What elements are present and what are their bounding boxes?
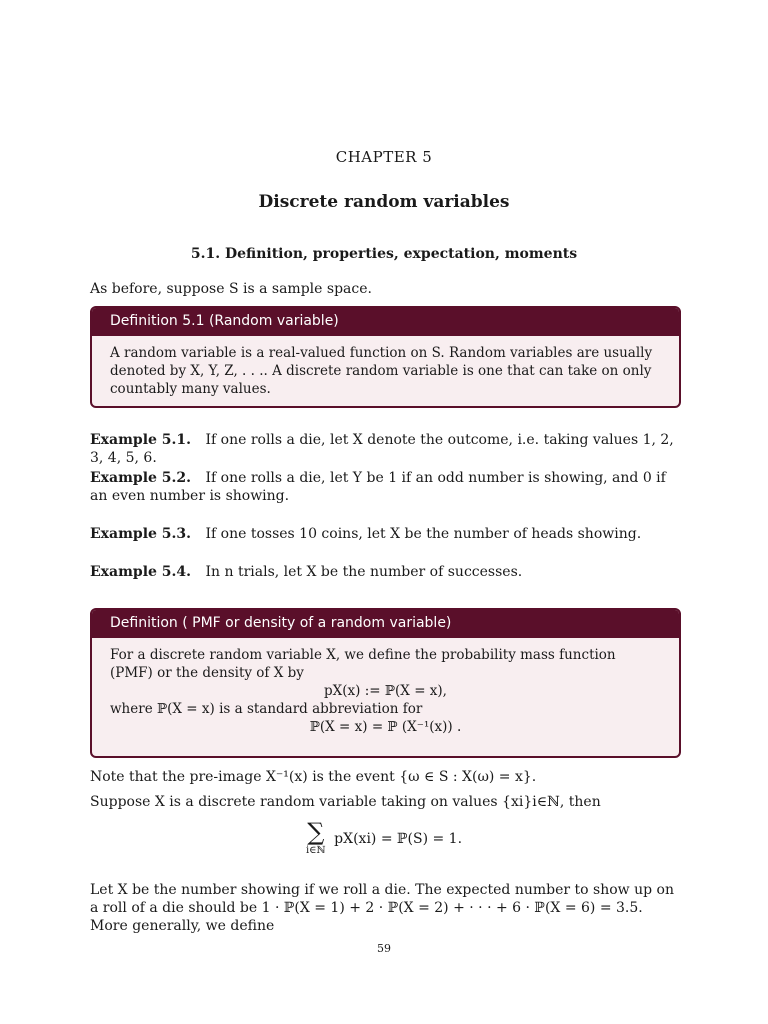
example-label: Example 5.4. bbox=[90, 564, 192, 580]
example-text: If one rolls a die, let X denote the outcome, i.e. taking values 1, 2, 3, 4, 5, 6. bbox=[90, 432, 674, 466]
sum-symbol: ∑ i∈ℕ bbox=[305, 818, 326, 856]
example-5-1 bbox=[90, 431, 678, 467]
intro-paragraph: As before, suppose S is a sample space. bbox=[90, 281, 372, 297]
preimage-formula: ℙ(X = x) = ℙ (X⁻¹(x)) . bbox=[309, 719, 462, 735]
definition-body: A random variable is a real-valued function on S. Random variables are usually denoted by X, Y, Z, . . .. A discrete random variable is one that can take on only countably many values. bbox=[110, 345, 653, 397]
example-5-2 bbox=[90, 469, 678, 505]
definition-title: Definition ( PMF or density of a random variable) bbox=[92, 610, 679, 638]
closing-paragraph: Let X be the number showing if we roll a die. The expected number to show up on a roll of a die should be 1 · ℙ(X = 1) + 2 · ℙ(X = 2) + · · · + 6 · ℙ(X = 6) = 3.5. More generally, we define bbox=[90, 882, 674, 934]
definition-line: where ℙ(X = x) is a standard abbreviation for bbox=[110, 701, 423, 717]
pmf-formula: pX(x) := ℙ(X = x), bbox=[324, 683, 447, 699]
example-label: Example 5.2. bbox=[90, 470, 192, 486]
definition-body bbox=[92, 638, 679, 744]
section-heading: 5.1. Definition, properties, expectation, moments bbox=[190, 246, 578, 262]
definition-line: For a discrete random variable X, we define the probability mass function (PMF) or the density of X by bbox=[110, 647, 616, 681]
example-5-3 bbox=[90, 525, 678, 543]
sum-formula bbox=[0, 820, 768, 858]
example-text: In n trials, let X be the number of successes. bbox=[205, 564, 523, 580]
chapter-title: Discrete random variables bbox=[258, 192, 510, 212]
page-number: 59 bbox=[377, 942, 391, 955]
definition-box-pmf bbox=[90, 608, 681, 758]
sum-body: pX(xi) = ℙ(S) = 1. bbox=[334, 831, 463, 847]
example-5-4 bbox=[90, 563, 678, 581]
sum-subscript: i∈ℕ bbox=[305, 845, 326, 856]
chapter-label: CHAPTER 5 bbox=[335, 148, 433, 166]
definition-box-random-variable bbox=[90, 306, 681, 408]
example-text: If one rolls a die, let Y be 1 if an odd number is showing, and 0 if an even number is showing. bbox=[90, 470, 666, 504]
suppose-paragraph: Suppose X is a discrete random variable taking on values {xi}i∈ℕ, then bbox=[90, 794, 601, 810]
example-label: Example 5.3. bbox=[90, 526, 192, 542]
example-text: If one tosses 10 coins, let X be the number of heads showing. bbox=[205, 526, 642, 542]
note-paragraph: Note that the pre-image X⁻¹(x) is the event {ω ∈ S : X(ω) = x}. bbox=[90, 769, 537, 785]
example-label: Example 5.1. bbox=[90, 432, 192, 448]
definition-title: Definition 5.1 (Random variable) bbox=[92, 308, 679, 336]
